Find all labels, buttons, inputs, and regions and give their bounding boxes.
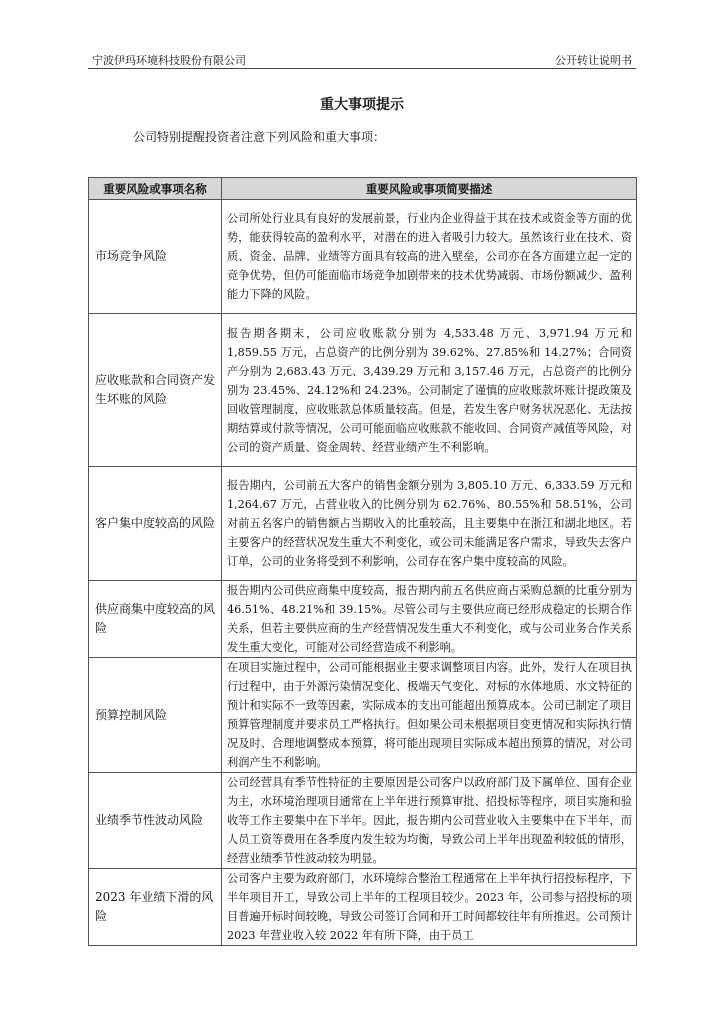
risk-desc: 报告期各期末，公司应收账款分别为 4,533.48 万元、3,971.94 万元和 1,859.55 万元，占总资产的比例分别为 39.62%、27.85%和 14.27%；合同资产分别为 2,683.43 万元、3,439.29 万元和 3,157.46 万元，占总资产的比例分别为 23.45%、24.12%和 24.23%。公司制定了谨慎的应收账款坏账计提政策及回收管理制度，应收账款总体质量较高。但是，若发生客户财务状况恶化、无法按期结算或付款等情况，公司可能面临应收账款不能收回、合同资产减值等风险，对公司的资产质量、资金周转、经营业绩产生不利影响。 xyxy=(222,314,637,467)
header-risk-desc: 重要风险或事项简要描述 xyxy=(222,178,637,200)
table-row xyxy=(89,314,637,467)
risk-desc: 公司客户主要为政府部门，水环境综合整治工程通常在上半年执行招投标程序，下半年项目开工，导致公司上半年的工程项目较少。2023 年，公司参与招投标的项目普遍开标时间较晚，导致公司签订合同和开工时间都较往年有所推迟。公司预计 2023 年营业收入较 2022 年有所下降，由于员工 xyxy=(222,869,637,946)
risk-name: 2023 年业绩下滑的风险 xyxy=(89,869,222,946)
page-title: 重大事项提示 xyxy=(320,97,404,113)
intro-text: 公司特别提醒投资者注意下列风险和重大事项： xyxy=(133,130,386,144)
risk-desc: 报告期内公司供应商集中度较高，报告期内前五名供应商占采购总额的比重分别为 46.51%、48.21%和 39.15%。尽管公司与主要供应商已经形成稳定的长期合作关系，但若主要供应商的生产经营情况发生重大不利变化，或与公司业务合作关系发生重大变化，可能对公司经营造成不利影响。 xyxy=(222,581,637,658)
table-row xyxy=(89,869,637,946)
header-company: 宁波伊玛环境科技股份有限公司 xyxy=(92,54,246,67)
page-header xyxy=(88,50,636,69)
header-risk-name: 重要风险或事项名称 xyxy=(89,178,222,200)
table-row xyxy=(89,581,637,658)
risk-desc: 公司所处行业具有良好的发展前景，行业内企业得益于其在技术或资金等方面的优势，能获得较高的盈利水平，对潜在的进入者吸引力较大。虽然该行业在技术、资质、资金、品牌、业绩等方面具有较高的进入壁垒，公司亦在各方面建立起一定的竞争优势，但仍可能面临市场竞争加剧带来的技术优势减弱、市场份额减少、盈利能力下降的风险。 xyxy=(222,200,637,314)
risk-name: 供应商集中度较高的风险 xyxy=(89,581,222,658)
table-row xyxy=(89,200,637,314)
table-row xyxy=(89,773,637,869)
header-doc-type: 公开转让说明书 xyxy=(555,54,632,67)
risk-name: 市场竞争风险 xyxy=(89,200,222,314)
table-header-row xyxy=(89,178,637,200)
table-row xyxy=(89,658,637,773)
risk-name: 客户集中度较高的风险 xyxy=(89,467,222,581)
risk-desc: 报告期内，公司前五大客户的销售金额分别为 3,805.10 万元、6,333.59 万元和 1,264.67 万元，占营业收入的比例分别为 62.76%、80.55%和 58.51%，公司对前五名客户的销售额占当期收入的比重较高，且主要集中在浙江和湖北地区。若主要客户的经营状况发生重大不利变化，或公司未能满足客户需求，导致失去客户订单，公司的业务将受到不利影响，公司存在客户集中度较高的风险。 xyxy=(222,467,637,581)
risk-name: 预算控制风险 xyxy=(89,658,222,773)
table-row xyxy=(89,467,637,581)
risk-table xyxy=(88,177,637,946)
risk-desc: 在项目实施过程中，公司可能根据业主要求调整项目内容。此外，发行人在项目执行过程中，由于外源污染情况变化、极端天气变化、对标的水体地质、水文特征的预计和实际不一致等因素，实际成本的支出可能超出预算成本。公司已制定了项目预算管理制度并要求员工严格执行。但如果公司未根据项目变更情况和实际执行情况及时、合理地调整成本预算，将可能出现项目实际成本超出预算的情况，对公司利润产生不利影响。 xyxy=(222,658,637,773)
risk-desc: 公司经营具有季节性特征的主要原因是公司客户以政府部门及下属单位、国有企业为主，水环境治理项目通常在上半年进行预算审批、招投标等程序，项目实施和验收等工作主要集中在下半年。因此，报告期内公司营业收入主要集中在下半年，而人员工资等费用在各季度内发生较为均衡，导致公司上半年出现盈利较低的情形，经营业绩季节性波动较为明显。 xyxy=(222,773,637,869)
risk-name: 业绩季节性波动风险 xyxy=(89,773,222,869)
risk-name: 应收账款和合同资产发生坏账的风险 xyxy=(89,314,222,467)
